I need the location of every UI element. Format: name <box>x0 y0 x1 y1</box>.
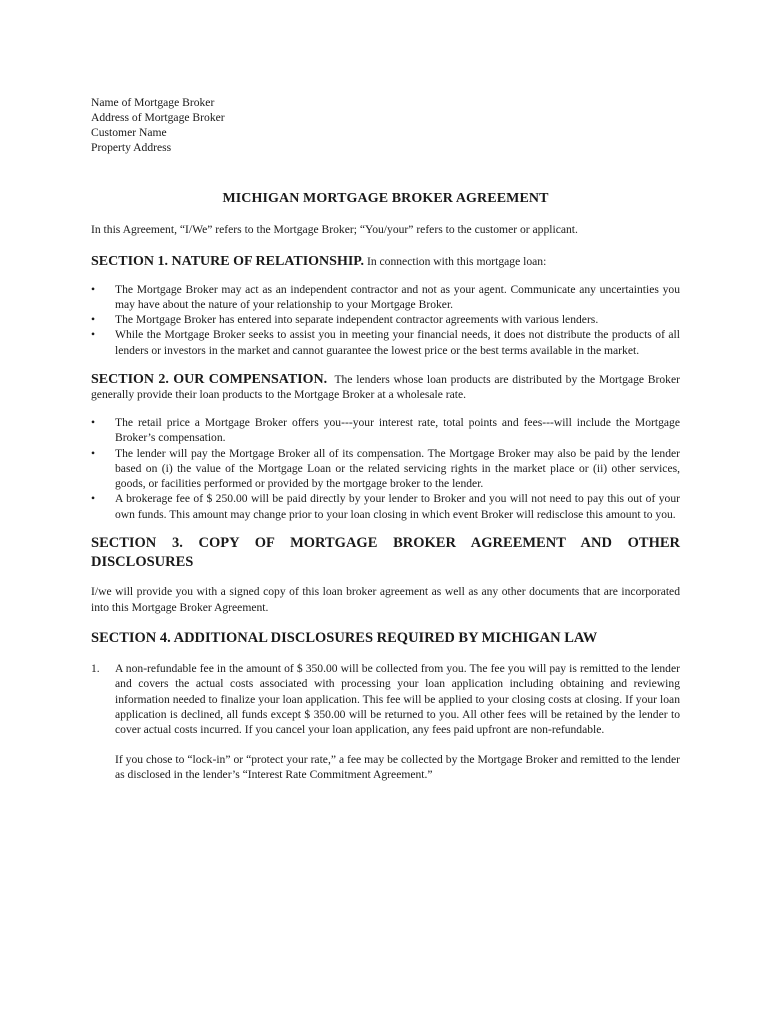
section-1-lead: In connection with this mortgage loan: <box>366 255 547 268</box>
section-2-lead: The lenders whose loan products are distributed by the Mortgage Broker generally provide their loan products to the Mortgage Broker at a wholesale rate. <box>91 372 680 402</box>
section-3-body: I/we will provide you with a signed copy of this loan broker agreement as well as any other documents that are incorporated into this Mortgage Broker Agreement. <box>91 585 680 614</box>
bullet-icon: • <box>91 313 96 327</box>
section-3-heading: SECTION 3. COPY OF MORTGAGE BROKER AGREEMENT AND OTHER <box>91 535 680 552</box>
bullet-icon: • <box>91 328 96 342</box>
list-item: • The Mortgage Broker may act as an independent contractor and not as your agent. Communicate any uncertainties you may have about the nature of your relationship to your Mortgage Broker. <box>91 282 680 311</box>
list-item: 1. A non-refundable fee in the amount of $ 350.00 will be collected from you. The fee you will pay is remitted to the lender and covers the actual costs associated with processing your loan application including obtaining and reviewing information needed to finalize your loan application. This fee will be applied to your closing costs at closing. If your loan application is declined, all funds except $ 350.00 will be returned to you. All other fees will be retained by the lender to cover actual costs incurred. If you cancel your loan application, any fees paid upfront are non-refundable. <box>91 662 680 737</box>
document-title: MICHIGAN MORTGAGE BROKER AGREEMENT <box>222 191 549 206</box>
list-item: • A brokerage fee of $ 250.00 will be paid directly by your lender to Broker and you will not need to pay this out of your own funds. This amount may change prior to your loan closing in which event Broker will redisclose this amount to you. <box>91 492 680 521</box>
address-block <box>91 95 680 155</box>
lock-in-paragraph: If you chose to “lock-in” or “protect your rate,” a fee may be collected by the Mortgage Broker and remitted to the lender as disclosed in the lender’s “Interest Rate Commitment Agreement.” <box>115 752 680 781</box>
list-item: • The lender will pay the Mortgage Broker all of its compensation. The Mortgage Broker may also be paid by the lender based on (i) the value of the Mortgage Loan or the related servicing rights in the market place or (ii) other services, goods, or facilities performed or provided by the mortgage broker to the lender. <box>91 446 680 491</box>
list-item: • The Mortgage Broker has entered into separate independent contractor agreements with various lenders. <box>91 313 599 327</box>
section-2-heading: SECTION 2. OUR COMPENSATION. <box>91 371 328 387</box>
list-item: • While the Mortgage Broker seeks to assist you in meeting your financial needs, it does not distribute the products of all lenders or investors in the market and cannot guarantee the lowest price or the best terms available in the market. <box>91 328 680 357</box>
section-2-bullets <box>91 415 680 522</box>
section-1 <box>91 254 680 270</box>
bullet-icon: • <box>91 446 96 460</box>
bullet-icon: • <box>91 492 96 506</box>
property-address-line: Property Address <box>91 141 172 154</box>
bullet-icon: • <box>91 282 96 296</box>
section-1-bullets <box>91 282 680 358</box>
section-1-heading: SECTION 1. NATURE OF RELATIONSHIP. <box>91 254 365 269</box>
list-item: • The retail price a Mortgage Broker offers you---your interest rate, total points and fees---will include the Mortgage Broker’s compensation. <box>91 415 680 445</box>
broker-address-line: Address of Mortgage Broker <box>91 111 225 124</box>
customer-name-line: Customer Name <box>91 126 167 139</box>
section-4-heading: SECTION 4. ADDITIONAL DISCLOSURES REQUIRED BY MICHIGAN LAW <box>91 630 598 647</box>
intro-paragraph: In this Agreement, “I/We” refers to the Mortgage Broker; “You/your” refers to the customer or applicant. <box>91 223 578 236</box>
section-4-list <box>91 661 680 737</box>
broker-name-line: Name of Mortgage Broker <box>91 96 215 109</box>
bullet-icon: • <box>91 415 96 429</box>
section-2 <box>91 372 680 403</box>
section-3-heading-cont: DISCLOSURES <box>91 554 194 571</box>
item-number: 1. <box>91 662 100 676</box>
